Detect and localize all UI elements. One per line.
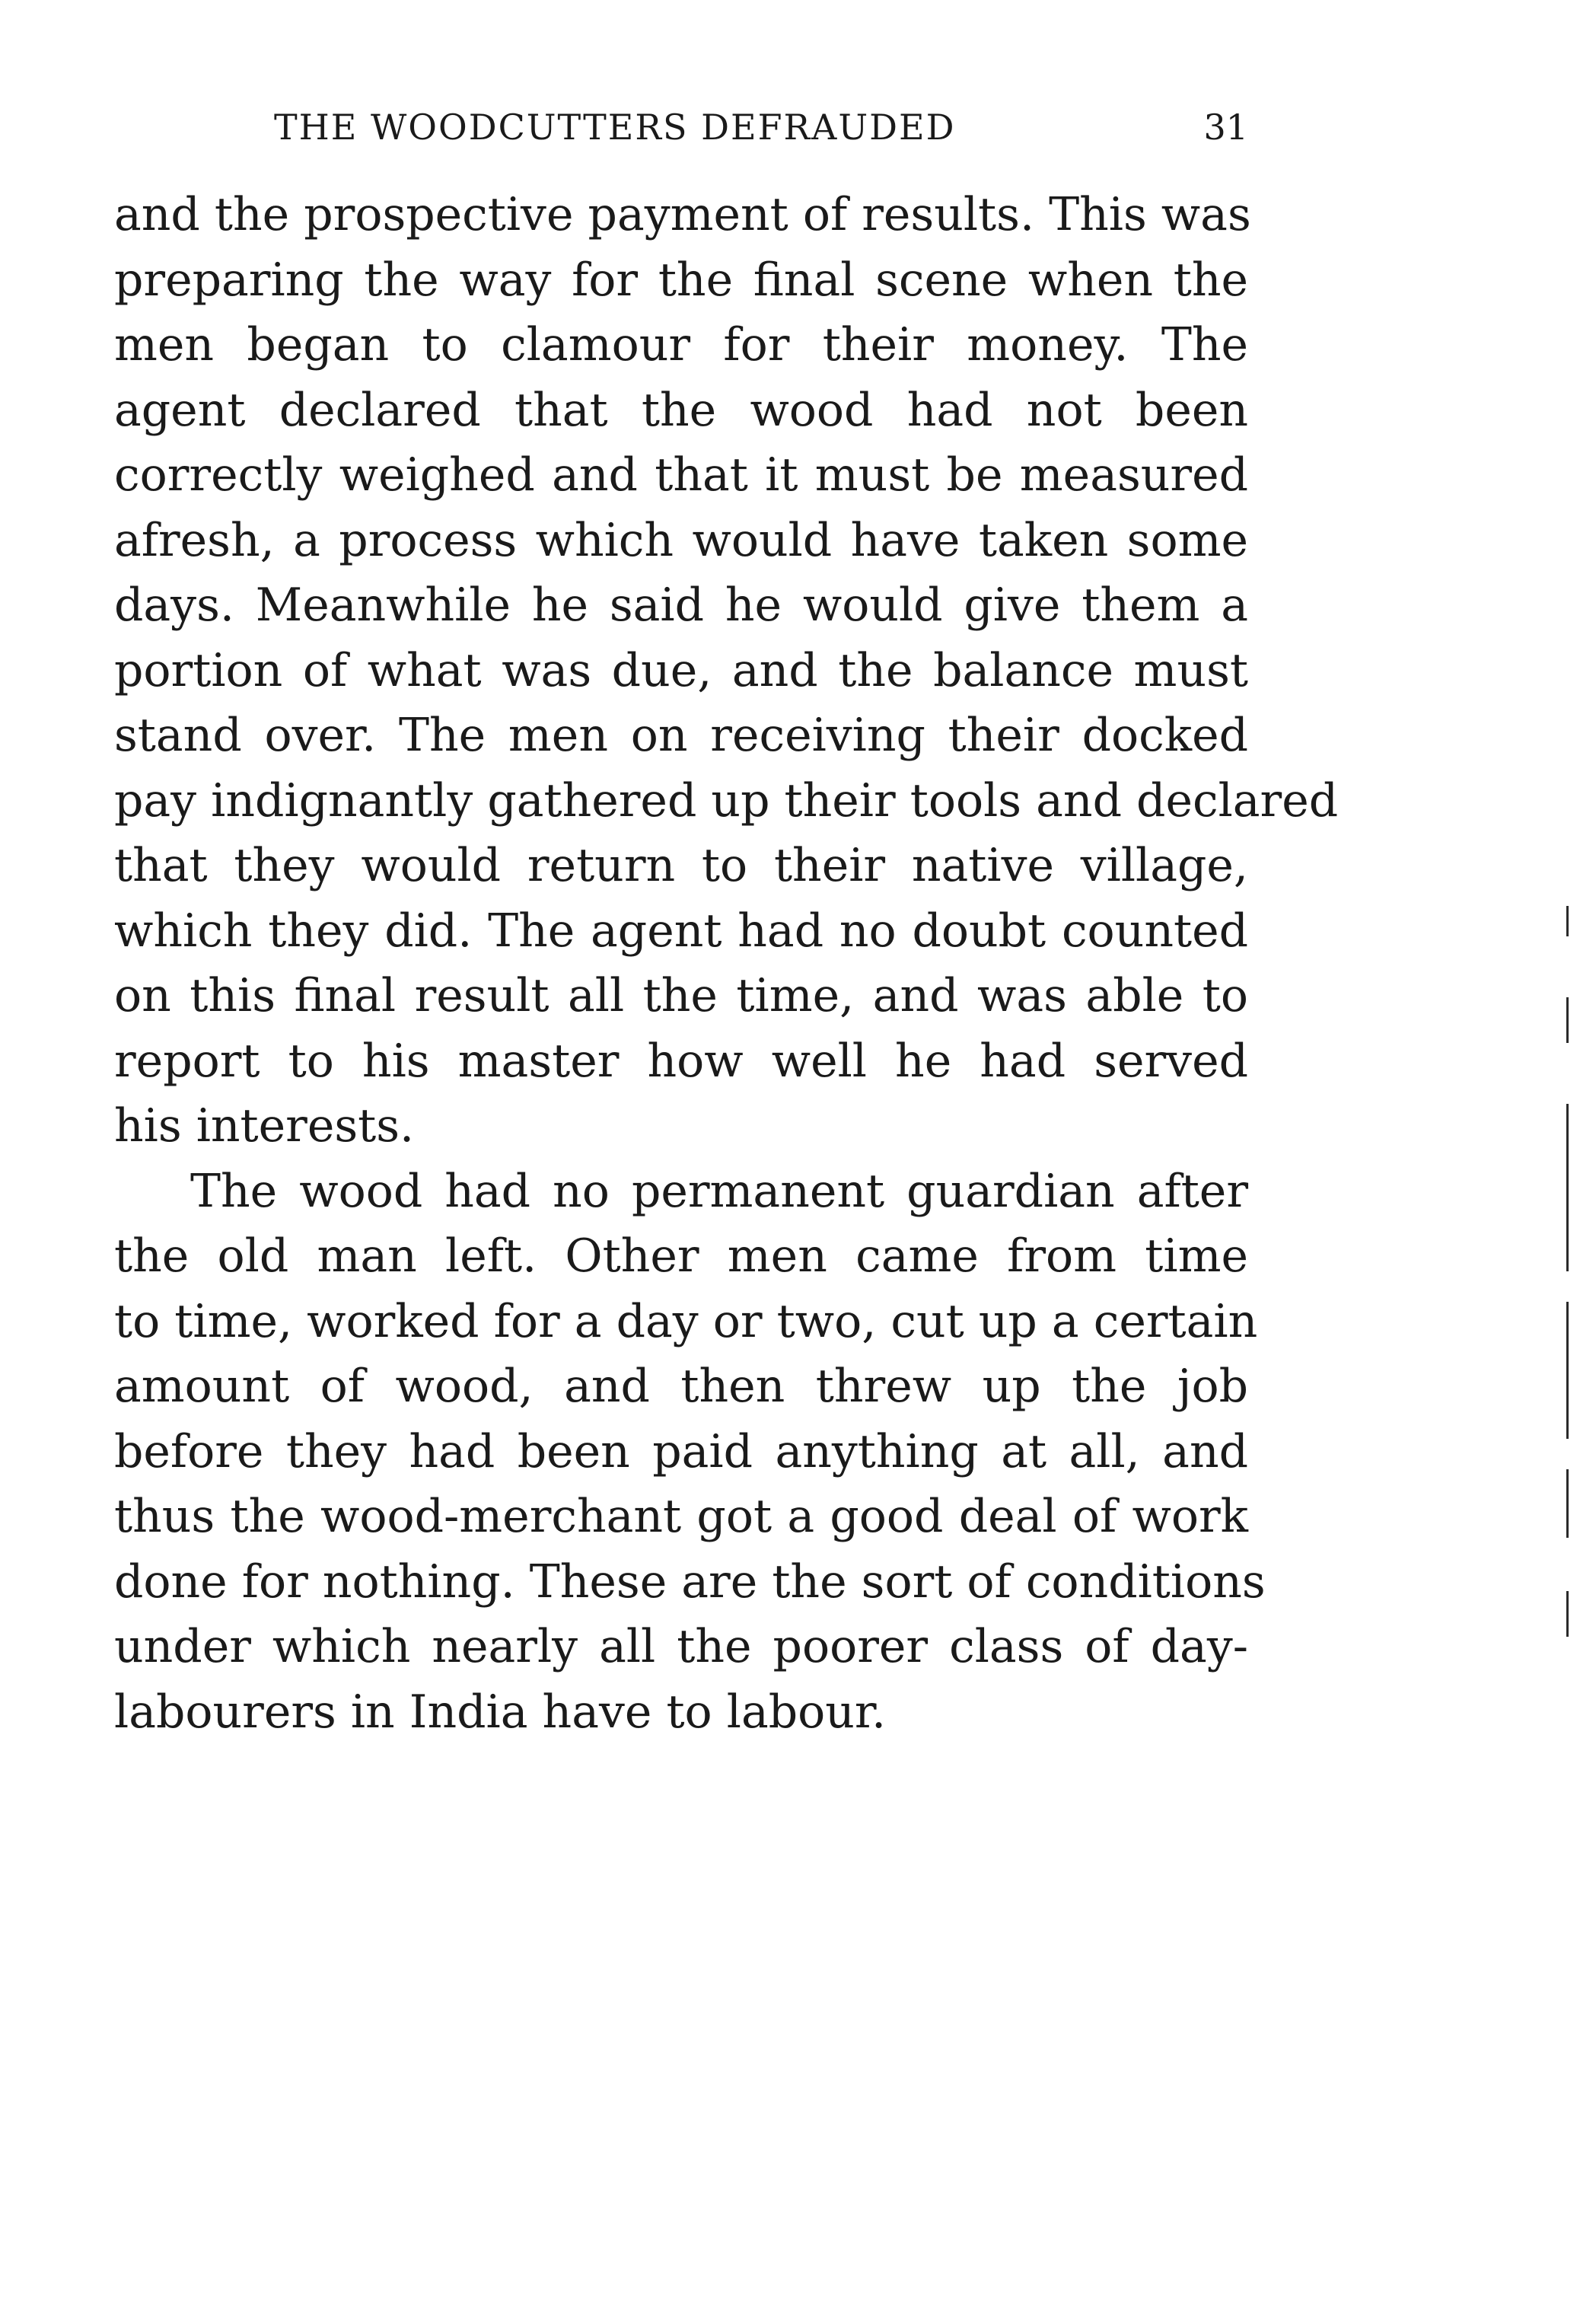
body-text <box>114 183 1339 1745</box>
text-line: that they would return to their native village, <box>114 839 1248 892</box>
paragraph-2 <box>114 1159 1266 1746</box>
text-line: thus the wood-merchant got a good deal of work <box>114 1490 1248 1543</box>
text-line: pay indignantly gathered up their tools and declared <box>114 773 1339 828</box>
scan-mark <box>1566 1591 1569 1637</box>
text-line: labourers in India have to labour. <box>114 1685 887 1739</box>
running-title: THE WOODCUTTERS DEFRAUDED <box>274 107 956 148</box>
text-line: and the prospective payment of results. This was <box>114 188 1251 241</box>
running-head <box>274 107 1248 160</box>
text-line: his interests. <box>114 1099 415 1153</box>
text-line: to time, worked for a day or two, cut up a certain <box>114 1294 1258 1348</box>
page-number: 31 <box>1203 107 1248 148</box>
text-line: The wood had no permanent guardian after <box>190 1164 1248 1218</box>
text-line: correctly weighed and that it must be measured <box>114 448 1248 502</box>
text-line: under which nearly all the poorer class of day- <box>114 1620 1248 1673</box>
text-line: the old man left. Other men came from time <box>114 1229 1248 1283</box>
text-line: preparing the way for the final scene when the <box>114 253 1248 307</box>
text-line: amount of wood, and then threw up the job <box>114 1360 1248 1413</box>
text-line: which they did. The agent had no doubt counted <box>114 904 1248 958</box>
text-line: afresh, a process which would have taken some <box>114 513 1248 567</box>
text-line: agent declared that the wood had not been <box>114 383 1248 437</box>
scan-mark <box>1566 1302 1569 1439</box>
scan-mark <box>1566 1104 1569 1271</box>
text-line: men began to clamour for their money. The <box>114 318 1248 372</box>
text-line: on this final result all the time, and was able to <box>114 969 1248 1022</box>
scan-edge-marks <box>1560 906 1575 1743</box>
scan-mark <box>1566 906 1569 936</box>
text-line: portion of what was due, and the balance must <box>114 643 1248 697</box>
text-line: report to his master how well he had served <box>114 1034 1248 1088</box>
text-line: days. Meanwhile he said he would give them a <box>114 579 1248 632</box>
scan-mark <box>1566 1469 1569 1538</box>
text-line: before they had been paid anything at all, and <box>114 1424 1248 1478</box>
paragraph-1 <box>114 183 1339 1159</box>
text-line: done for nothing. These are the sort of conditions <box>114 1555 1266 1609</box>
scan-mark <box>1566 997 1569 1043</box>
text-line: stand over. The men on receiving their docked <box>114 709 1248 762</box>
